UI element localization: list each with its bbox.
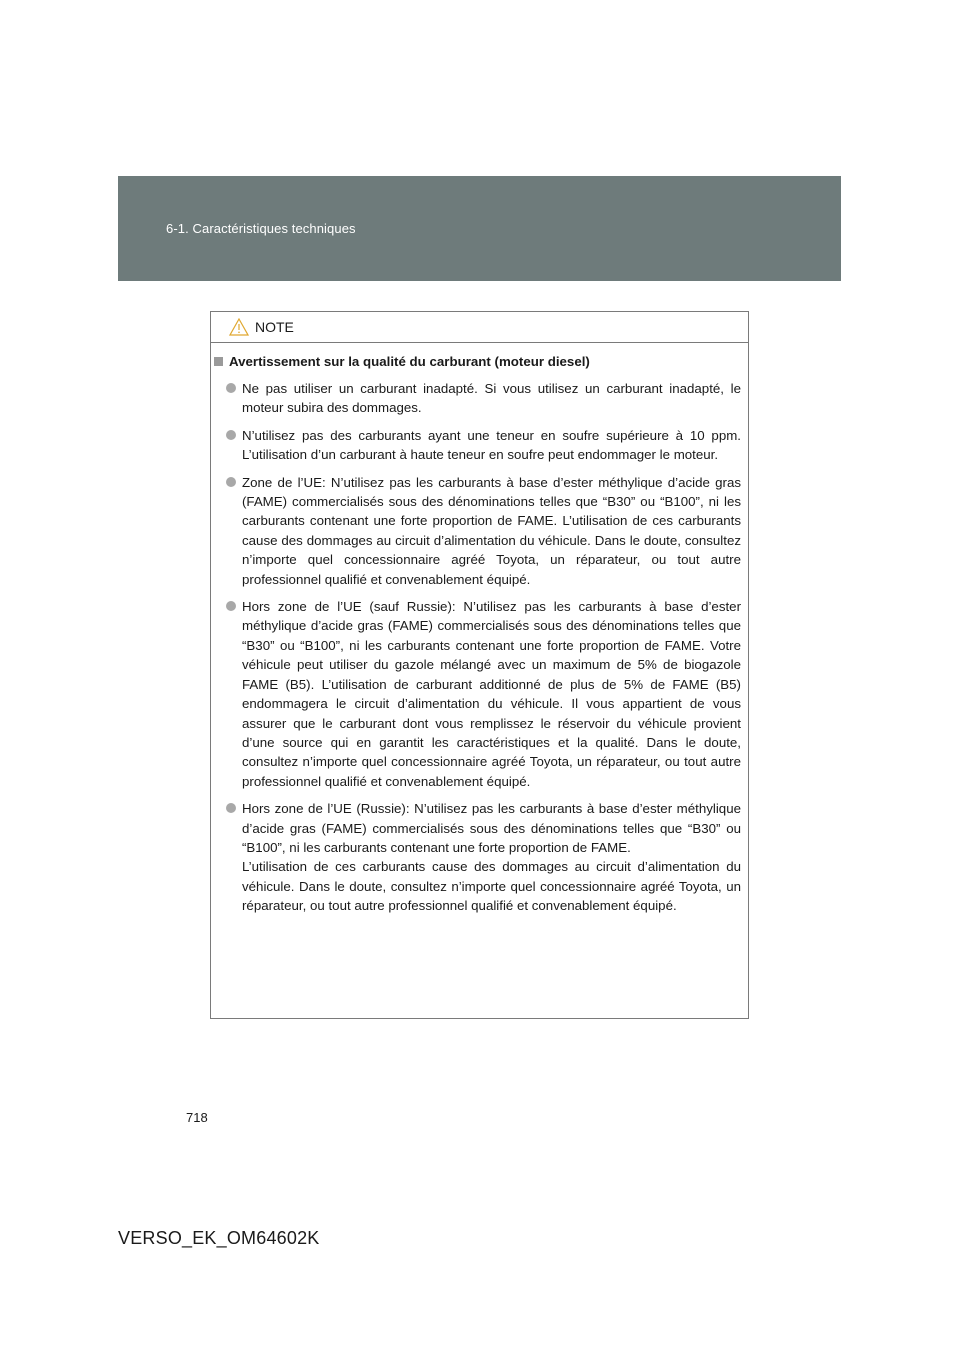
page-number: 718 xyxy=(186,1110,208,1125)
section-title: 6-1. Caractéristiques techniques xyxy=(166,221,356,236)
list-item xyxy=(214,597,741,791)
bullet-icon xyxy=(226,430,236,440)
note-header xyxy=(211,312,748,343)
document-code: VERSO_EK_OM64602K xyxy=(118,1228,320,1248)
warning-icon xyxy=(229,318,249,336)
note-section-heading xyxy=(214,352,741,371)
square-bullet-icon xyxy=(214,357,223,366)
list-item-text: N’utilisez pas des carburants ayant une teneur en soufre supérieure à 10 ppm. L’utilisation d’un carburant à haute teneur en soufre peut endommager le moteur. xyxy=(242,427,741,463)
bullet-icon xyxy=(226,383,236,393)
header-band xyxy=(118,176,841,281)
list-item xyxy=(214,426,741,465)
bullet-icon xyxy=(226,601,236,611)
bullet-icon xyxy=(226,803,236,813)
list-item-text: Hors zone de l’UE (sauf Russie): N’utilisez pas les carburants à base d’ester méthylique d’acide gras (FAME) commercialisés sous des dénominations telles que “B30” ou “B100”, ni les carburants contenant une forte proportion de FAME. Votre véhicule peut utiliser du gazole mélangé avec un maximum de 5% de biogazole FAME (B5). L’utilisation de carburant additionné de plus de 5% de FAME (B5) endommagera le circuit d’alimentation du véhicule. Il vous appartient de vous assurer que le carburant dont vous remplissez le réservoir du véhicule provient d’une source qui en garantit les caractéristiques et la qualité. Dans le doute, consultez n’importe quel concessionnaire agréé Toyota, un réparateur, ou tout autre professionnel qualifié et convenablement équipé. xyxy=(242,599,741,789)
note-section-title: Avertissement sur la qualité du carburant (moteur diesel) xyxy=(229,354,590,369)
note-label: NOTE xyxy=(255,319,294,335)
list-item-text: Hors zone de l’UE (Russie): N’utilisez pas les carburants à base d’ester méthylique d’acide gras (FAME) commercialisés sous des dénominations telles que “B30” ou “B100”, ni les carburants contenant une forte proportion de FAME. L’utilisation de ces carburants cause des dommages au circuit d’alimentation du véhicule. Dans le doute, consultez n’importe quel concessionnaire agréé Toyota, un réparateur, ou tout autre professionnel qualifié et convenablement équipé. xyxy=(242,801,741,914)
note-box xyxy=(210,311,749,1019)
bullet-icon xyxy=(226,477,236,487)
list-item-text: Ne pas utiliser un carburant inadapté. Si vous utilisez un carburant inadapté, le moteur subira des dommages. xyxy=(242,381,741,416)
list-item xyxy=(214,799,741,915)
note-body xyxy=(211,343,748,916)
list-item-text: Zone de l’UE: N’utilisez pas les carburants à base d’ester méthylique d’acide gras (FAME) commercialisés sous des dénominations telles que “B30” ou “B100”, ni les carburants contenant une forte proportion de FAME. L’utilisation de ces carburants cause des dommages au circuit d’alimentation du véhicule. Dans le doute, consultez n’importe quel concessionnaire agréé Toyota, un réparateur, ou tout autre professionnel qualifié et convenablement équipé. xyxy=(242,474,741,587)
list-item xyxy=(214,379,741,418)
list-item xyxy=(214,473,741,589)
